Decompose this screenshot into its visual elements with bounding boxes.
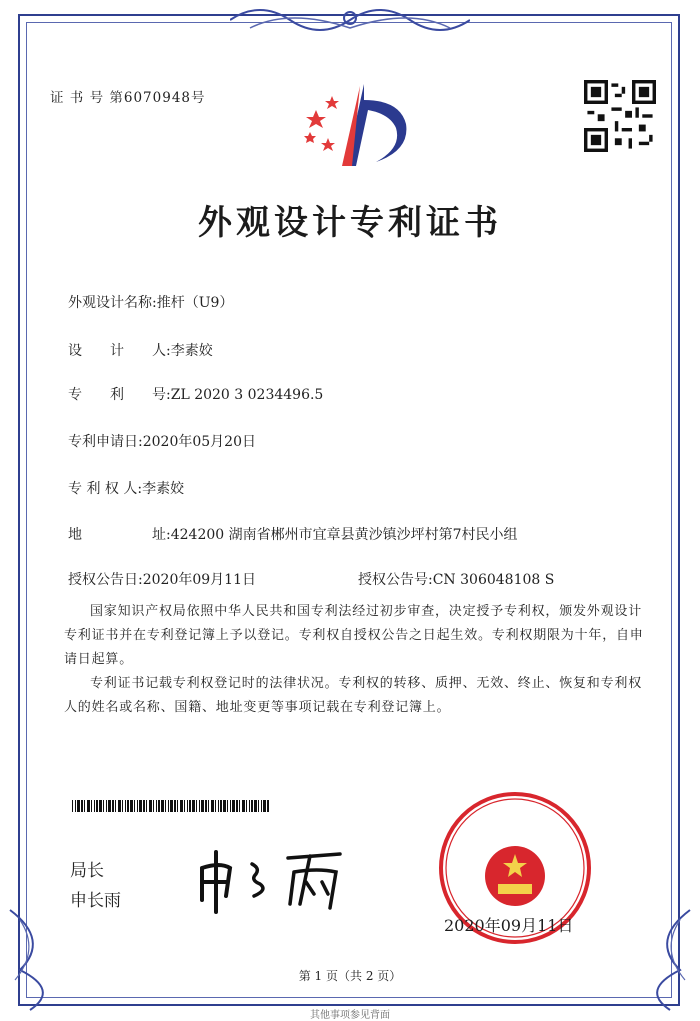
field-value: ZL 2020 3 0234496.5 <box>170 387 324 403</box>
bottom-right-ornament <box>630 900 700 1016</box>
field-grant-date <box>68 569 256 589</box>
field-value: 2020年05月20日 <box>142 434 256 450</box>
field-address <box>68 524 518 544</box>
field-value: CN 306048108 S <box>432 572 555 588</box>
statement-paragraph-1: 国家知识产权局依照中华人民共和国专利法经过初步审查，决定授予专利权，颁发外观设计专利证书并在专利登记簿上予以登记。专利权自授权公告之日起生效。专利权期限为十年，自申请日起算。 <box>64 604 644 667</box>
qr-code <box>584 80 656 152</box>
cnipa-logo <box>298 80 410 170</box>
field-label: 授权公告日: <box>68 572 143 588</box>
field-patent-number <box>68 384 323 404</box>
field-label: 专 利 权 人: <box>68 481 143 497</box>
certificate-number: 证 书 号 第6070948号 <box>50 90 206 106</box>
field-label: 地 址: <box>68 527 171 543</box>
director-name: 申长雨 <box>70 891 121 911</box>
statement-paragraph-2: 专利证书记载专利权登记时的法律状况。专利权的转移、质押、无效、终止、恢复和专利权人的姓名或名称、国籍、地址变更等事项记载在专利登记簿上。 <box>64 676 643 715</box>
page-number: 第 1 页（共 2 页） <box>298 969 402 983</box>
bottom-note: 其他事项参见背面 <box>310 1010 390 1021</box>
field-label: 专 利 号: <box>68 387 171 403</box>
field-label: 授权公告号: <box>358 572 433 588</box>
field-value: 李素姣 <box>170 343 213 359</box>
field-design-name <box>68 292 233 312</box>
field-patentee <box>68 478 184 498</box>
barcode <box>72 800 272 812</box>
field-value: 李素姣 <box>142 481 185 497</box>
field-designer <box>68 340 213 360</box>
bottom-left-ornament <box>0 900 70 1016</box>
field-label: 外观设计名称: <box>68 295 157 311</box>
field-filing-date <box>68 431 256 451</box>
field-value: 424200 湖南省郴州市宜章县黄沙镇沙坪村第7村民小组 <box>170 527 518 543</box>
top-ornament <box>230 0 470 40</box>
field-label: 设 计 人: <box>68 343 171 359</box>
document-title: 外观设计专利证书 <box>198 203 502 243</box>
field-value: 2020年09月11日 <box>142 572 256 588</box>
seal-date: 2020年09月11日 <box>444 916 574 935</box>
director-title: 局长 <box>70 861 104 881</box>
field-value: 推杆（U9） <box>156 295 234 311</box>
field-grant-number <box>358 569 554 589</box>
field-label: 专利申请日: <box>68 434 143 450</box>
director-signature <box>190 838 350 916</box>
